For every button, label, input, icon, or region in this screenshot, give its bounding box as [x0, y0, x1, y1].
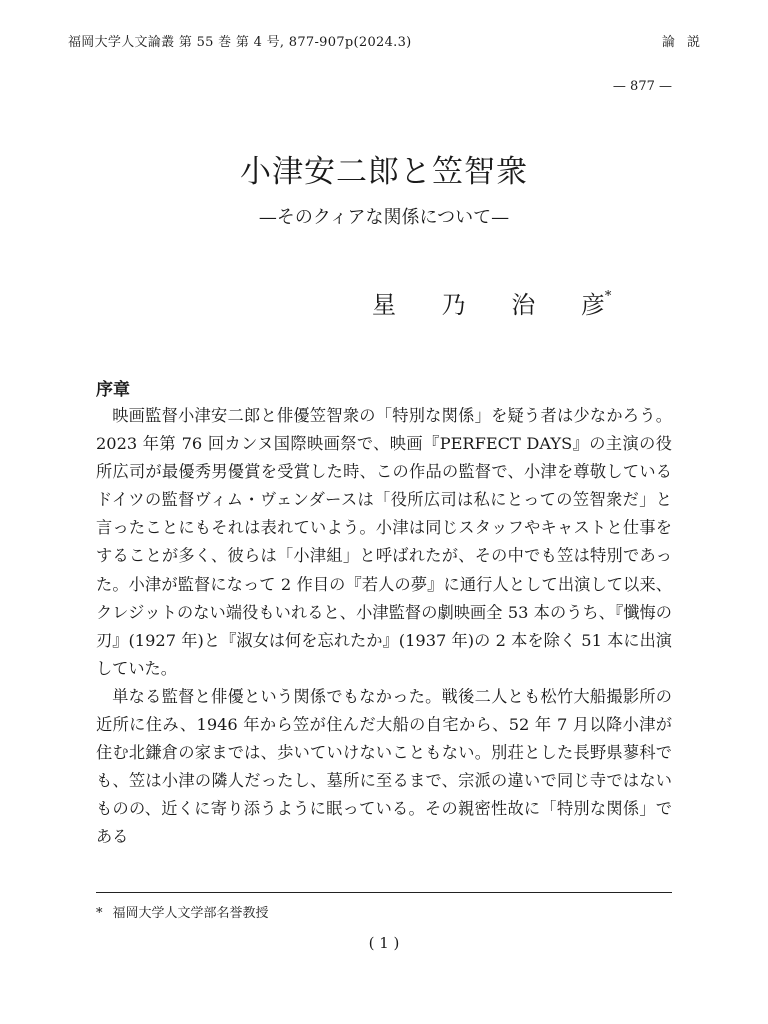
- article-title: 小津安二郎と笠智衆: [240, 154, 528, 190]
- article-subtitle: —そのクィアな関係について—: [258, 207, 510, 228]
- page-number: — 877 —: [612, 79, 672, 94]
- body-text: [96, 402, 672, 852]
- footnote-divider: [96, 892, 672, 893]
- author-footnote-mark: *: [604, 289, 612, 304]
- paragraph: 映画監督小津安二郎と俳優笠智衆の「特別な関係」を疑う者は少なかろう。2023 年第 76 回カンヌ国際映画祭で、映画『PERFECT DAYS』の主演の役所広司が最優秀男優賞を受賞した時、この作品の監督で、小津を尊敬しているドイツの監督ヴィム・ヴェンダースは「役所広司は私にとっての笠智衆だ」と言ったことにもそれは表れていよう。小津は同じスタッフやキャストと仕事をすることが多く、彼らは「小津組」と呼ばれたが、その中でも笠は特別であった。小津が監督になって 2 作目の『若人の夢』に通行人として出演して以来、クレジットのない端役もいれると、小津監督の劇映画全 53 本のうち、『懺悔の刃』(1927 年)と『淑女は何を忘れたか』(1937 年)の 2 本を除く 51 本に出演していた。: [96, 406, 672, 678]
- author-name-text: 星 乃 治 彦: [372, 291, 605, 319]
- footnote-mark: *: [96, 906, 103, 921]
- author-name: [372, 285, 611, 320]
- article-category: 論 説: [661, 35, 700, 50]
- footnote: [96, 902, 269, 921]
- paragraph: 単なる監督と俳優という関係でもなかった。戦後二人とも松竹大船撮影所の近所に住み、1946 年から笠が住んだ大船の自宅から、52 年 7 月以降小津が住む北鎌倉の家までは、歩いていけないこともない。別荘とした長野県蓼科でも、笠は小津の隣人だったし、墓所に至るまで、宗派の違いで同じ寺ではないものの、近くに寄り添うように眠っている。その親密性故に「特別な関係」である: [96, 686, 672, 847]
- journal-citation: 福岡大学人文論叢 第 55 巻 第 4 号, 877-907p(2024.3): [68, 35, 412, 50]
- section-heading: 序章: [96, 380, 130, 400]
- folio: ( 1 ): [368, 934, 400, 952]
- footnote-text: 福岡大学人文学部名誉教授: [112, 906, 269, 921]
